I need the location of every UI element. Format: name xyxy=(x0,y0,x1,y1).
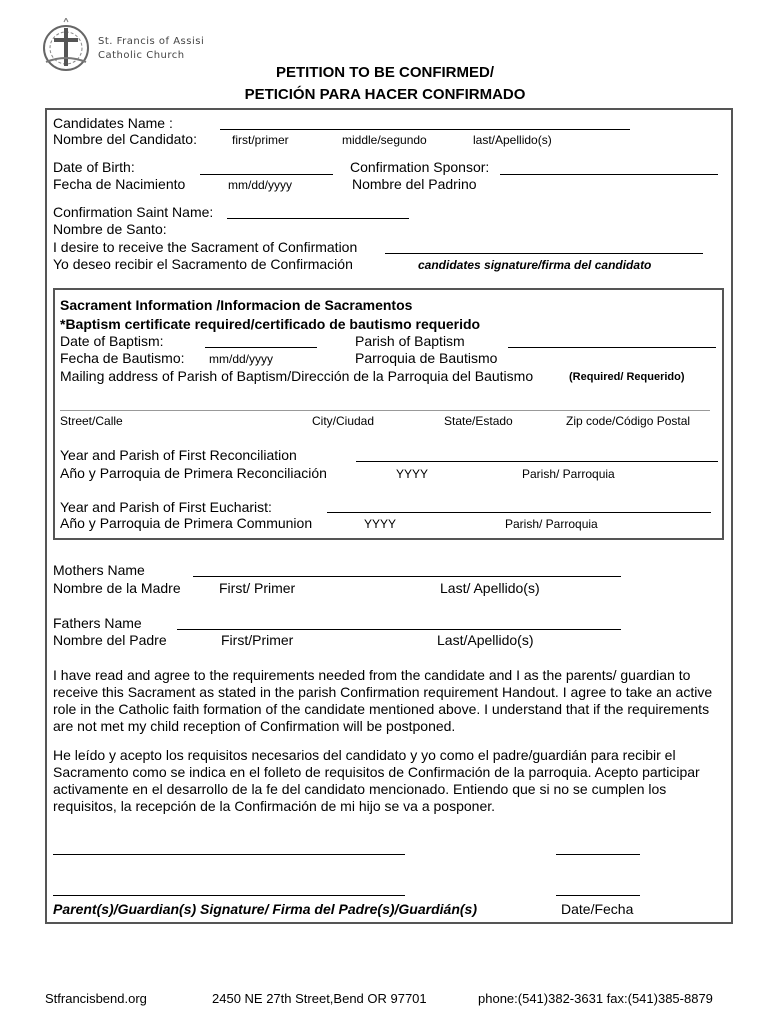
baptism-date-label-es: Fecha de Bautismo: xyxy=(60,350,185,366)
father-label-es: Nombre del Padre xyxy=(53,632,167,648)
parent-signature-label: Parent(s)/Guardian(s) Signature/ Firma del Padre(s)/Guardián(s) xyxy=(53,901,477,917)
mailing-address-label: Mailing address of Parish of Baptism/Dirección de la Parroquia del Bautismo xyxy=(60,368,534,384)
footer-website[interactable]: Stfrancisbend.org xyxy=(45,991,147,1006)
parish-label-en: Parish of Baptism xyxy=(355,333,465,349)
date-field-2[interactable] xyxy=(556,895,640,896)
eucharist-label-es: Año y Parroquia de Primera Communion xyxy=(60,515,313,531)
candidate-signature-hint: candidates signature/firma del candidato xyxy=(418,258,652,272)
date-label: Date/Fecha xyxy=(561,901,634,917)
candidate-name-label-en: Candidates Name : xyxy=(53,115,173,131)
eucharist-field[interactable] xyxy=(327,512,711,513)
city-hint: City/Ciudad xyxy=(312,414,375,428)
parish-label-es: Parroquia de Bautismo xyxy=(355,350,498,366)
father-name-field[interactable] xyxy=(177,629,621,630)
mother-label-es: Nombre de la Madre xyxy=(53,580,181,596)
eucharist-parish-hint: Parish/ Parroquia xyxy=(505,517,598,531)
last-name-hint: last/Apellido(s) xyxy=(473,133,552,147)
zip-hint: Zip code/Código Postal xyxy=(566,414,691,428)
parent-signature-field-2[interactable] xyxy=(53,895,405,896)
candidate-name-field[interactable] xyxy=(220,129,630,130)
mother-label-en: Mothers Name xyxy=(53,562,145,578)
baptism-date-field[interactable] xyxy=(205,347,317,348)
dob-format-hint: mm/dd/yyyy xyxy=(228,178,293,192)
agreement-english: I have read and agree to the requirements needed from the candidate and I as the parents/ guardian to receive this Sacrament as stated in the parish Confirmation requirement Handout. I agree to take an active role in the Catholic faith formation of the candidate mentioned above. I understand that if the requirements are not met my child reception of Confirmation will be postponed. xyxy=(53,667,713,734)
sponsor-label-es: Nombre del Padrino xyxy=(352,176,477,192)
dob-label-en: Date of Birth: xyxy=(53,159,135,175)
reconciliation-field[interactable] xyxy=(356,461,718,462)
reconciliation-label-en: Year and Parish of First Reconciliation xyxy=(60,447,297,463)
footer-phone-fax: phone:(541)382-3631 fax:(541)385-8879 xyxy=(478,991,713,1006)
candidate-name-label-es: Nombre del Candidato: xyxy=(53,131,197,147)
eucharist-year-hint: YYYY xyxy=(364,517,397,531)
parish-of-baptism-field[interactable] xyxy=(508,347,716,348)
baptism-date-label-en: Date of Baptism: xyxy=(60,333,164,349)
parent-signature-field-1[interactable] xyxy=(53,854,405,855)
candidate-signature-field[interactable] xyxy=(385,253,703,254)
desire-text-en: I desire to receive the Sacrament of Confirmation xyxy=(53,239,358,255)
father-last-hint: Last/Apellido(s) xyxy=(437,632,534,648)
father-label-en: Fathers Name xyxy=(53,615,142,631)
church-name-line1: St. Francis of Assisi xyxy=(98,36,205,47)
saint-name-field[interactable] xyxy=(227,218,409,219)
dob-label-es: Fecha de Nacimiento xyxy=(53,176,186,192)
baptism-required-note: *Baptism certificate required/certificado de bautismo requerido xyxy=(60,316,481,332)
footer-address: 2450 NE 27th Street,Bend OR 97701 xyxy=(212,991,427,1006)
agreement-spanish: He leído y acepto los requisitos necesarios del candidato y yo como el padre/guardián para recibir el Sacramento como se indica en el folleto de requisitos de Confirmación de la parroquia. Acepto participar activamente en el desarrollo de la fe del candidato mencionado. Entiendo que si no se cumplen los requisitos, la recepción de la Confirmación de mi hijo se va a posponer. xyxy=(53,747,700,814)
mother-last-hint: Last/ Apellido(s) xyxy=(440,580,540,596)
title-spanish: PETICIÓN PARA HACER CONFIRMADO xyxy=(244,86,526,103)
reconciliation-year-hint: YYYY xyxy=(396,467,429,481)
baptism-date-format-hint: mm/dd/yyyy xyxy=(209,352,274,366)
eucharist-label-en: Year and Parish of First Eucharist: xyxy=(60,499,272,515)
reconciliation-parish-hint: Parish/ Parroquia xyxy=(522,467,615,481)
reconciliation-label-es: Año y Parroquia de Primera Reconciliación xyxy=(60,465,327,481)
father-first-hint: First/Primer xyxy=(221,632,294,648)
state-hint: State/Estado xyxy=(444,414,513,428)
dob-field[interactable] xyxy=(200,174,333,175)
saint-label-es: Nombre de Santo: xyxy=(53,221,167,237)
church-name-line2: Catholic Church xyxy=(98,50,185,61)
mailing-required-note: (Required/ Requerido) xyxy=(569,371,685,383)
desire-text-es: Yo deseo recibir el Sacramento de Confirmación xyxy=(53,256,353,272)
sponsor-field[interactable] xyxy=(500,174,718,175)
mailing-address-field[interactable] xyxy=(60,410,710,411)
sacrament-heading: Sacrament Information /Informacion de Sacramentos xyxy=(60,297,413,313)
sponsor-label-en: Confirmation Sponsor: xyxy=(350,159,490,175)
street-hint: Street/Calle xyxy=(60,414,123,428)
saint-label-en: Confirmation Saint Name: xyxy=(53,204,214,220)
first-name-hint: first/primer xyxy=(232,133,289,147)
date-field-1[interactable] xyxy=(556,854,640,855)
title-english: PETITION TO BE CONFIRMED/ xyxy=(275,64,495,81)
mother-name-field[interactable] xyxy=(193,576,621,577)
mother-first-hint: First/ Primer xyxy=(219,580,296,596)
middle-name-hint: middle/segundo xyxy=(342,133,427,147)
